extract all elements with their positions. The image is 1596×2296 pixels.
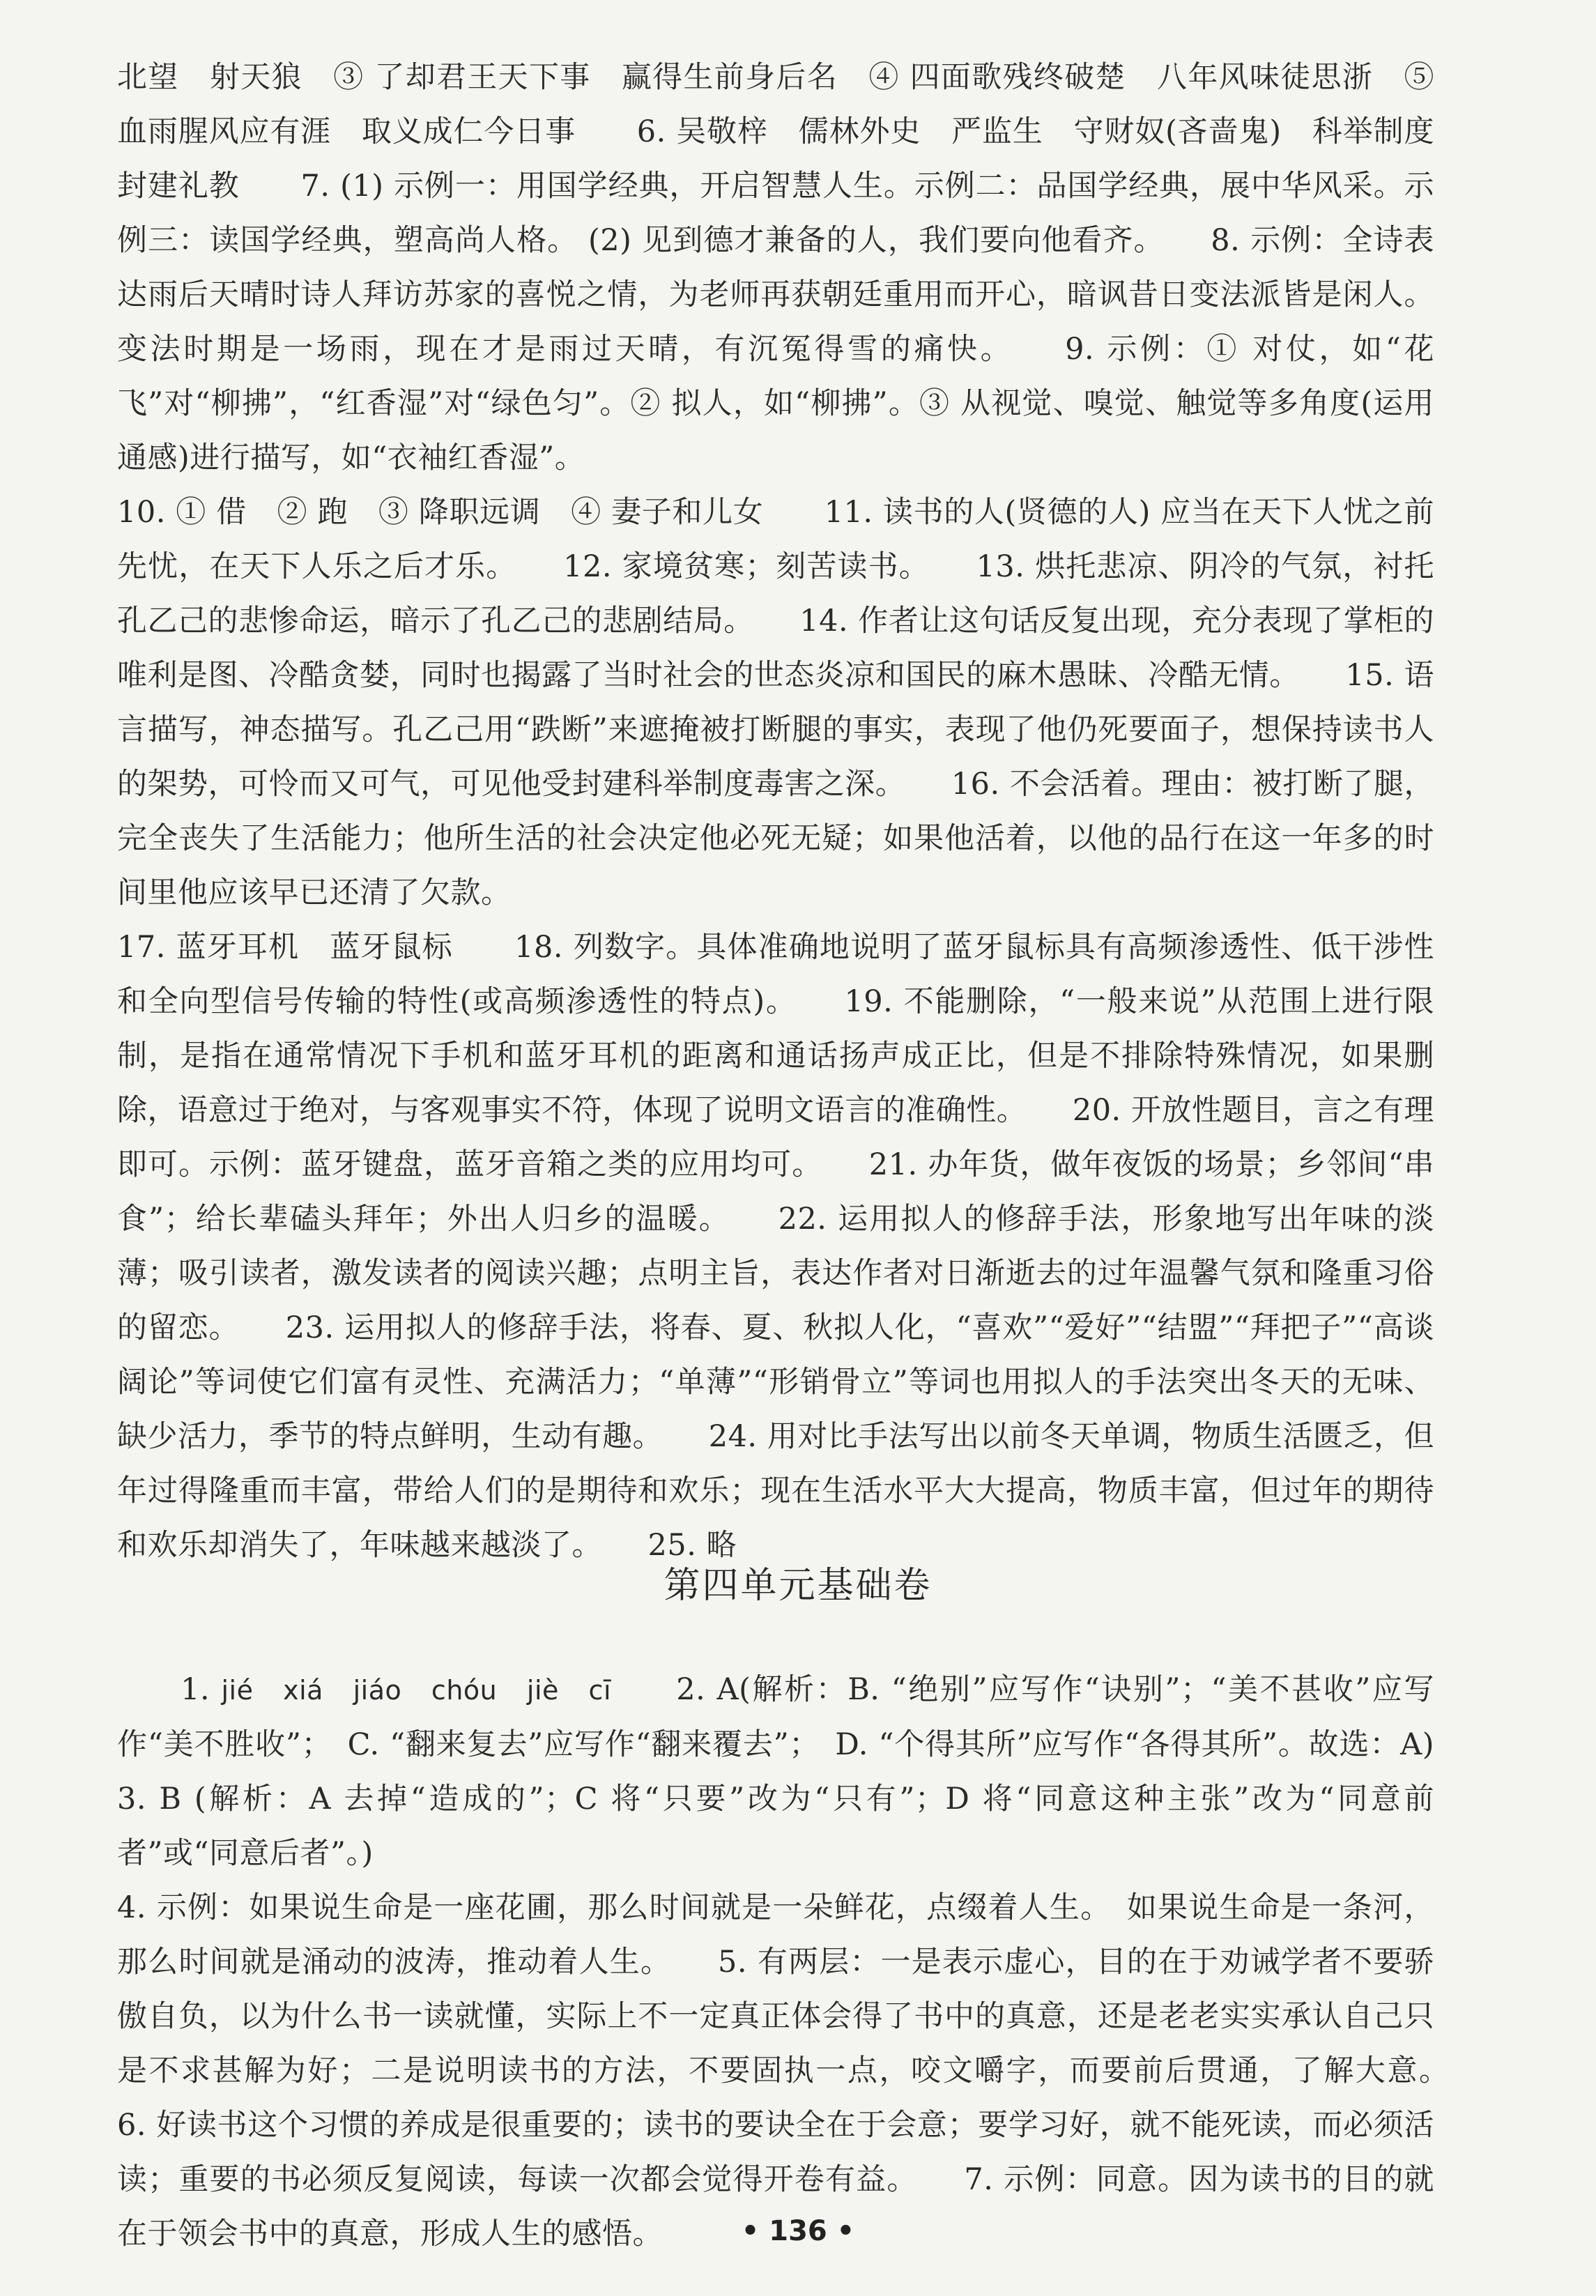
answer-paragraph: 10. ① 借 ② 跑 ③ 降职远调 ④ 妻子和儿女 11. 读书的人(贤德的人) 应当在天下人忧之前先忧，在天下人乐之后才乐。 12. 家境贫寒；刻苦读书。 13. 烘托悲凉、阴冷的气氛，衬托孔乙己的悲惨命运，暗示了孔乙己的悲剧结局。 14. 作者让这句话反复出现，充分表现了掌柜的唯利是图、冷酷贪婪，同时也揭露了当时社会的世态炎凉和国民的麻木愚昧、冷酷无情。 15. 语言描写，神态描写。孔乙己用“跌断”来遮掩被打断腿的事实，表现了他仍死要面子，想保持读书人的架势，可怜而又可气，可见他受封建科举制度毒害之深。 16. 不会活着。理由：被打断了腿，完全丧失了生活能力；他所生活的社会决定他必死无疑；如果他活着，以他的品行在这一年多的时间里他应该早已还清了欠款。 [117,495,1434,910]
answer-paragraph: 北望 射天狼 ③ 了却君王天下事 赢得生前身后名 ④ 四面歌残终破楚 八年风味徒思浙 ⑤ 血雨腥风应有涯 取义成仁今日事 6. 吴敬梓 儒林外史 严监生 守财奴(吝啬鬼) 科举制度 封建礼教 7. (1) 示例一：用国学经典，开启智慧人生。示例二：品国学经典，展中华风采。示例三：读国学经典，塑高尚人格。 (2) 见到德才兼备的人，我们要向他看齐。 8. 示例：全诗表达雨后天晴时诗人拜访苏家的喜悦之情，为老师再获朝廷重用而开心，暗讽昔日变法派皆是闲人。变法时期是一场雨，现在才是雨过天晴，有沉冤得雪的痛快。 9. 示例：① 对仗，如“花飞”对“柳拂”，“红香湿”对“绿色匀”。② 拟人，如“柳拂”。③ 从视觉、嗅觉、触觉等多角度(运用通感)进行描写，如“衣袖红香湿”。 [117,60,1465,475]
answer-section-unit3 [117,50,1465,1572]
answer-paragraph: 17. 蓝牙耳机 蓝牙鼠标 18. 列数字。具体准确地说明了蓝牙鼠标具有高频渗透性、低干涉性和全向型信号传输的特性(或高频渗透性的特点)。 19. 不能删除，“一般来说”从范围上进行限制，是指在通常情况下手机和蓝牙耳机的距离和通话扬声成正比，但是不排除特殊情况，如果删除，语意过于绝对，与客观事实不符，体现了说明文语言的准确性。 20. 开放性题目，言之有理即可。示例：蓝牙键盘，蓝牙音箱之类的应用均可。 21. 办年货，做年夜饭的场景；乡邻间“串食”；给长辈磕头拜年；外出人归乡的温暖。 22. 运用拟人的修辞手法，形象地写出年味的淡薄；吸引读者，激发读者的阅读兴趣；点明主旨，表达作者对日渐逝去的过年温馨气氛和隆重习俗的留恋。 23. 运用拟人的修辞手法，将春、夏、秋拟人化，“喜欢”“爱好”“结盟”“拜把子”“高谈阔论”等词使它们富有灵性、充满活力；“单薄”“形销骨立”等词也用拟人的手法突出冬天的无味、缺少活力，季节的特点鲜明，生动有趣。 24. 用对比手法写出以前冬天单调，物质生活匮乏，但年过得隆重而丰富，带给人们的是期待和欢乐；现在生活水平大大提高，物质丰富，但过年的期待和欢乐却消失了，年味越来越淡了。 25. 略 [117,930,1434,1563]
page-number: • 136 • [741,2215,855,2247]
answer-paragraph-first [117,1662,1495,1881]
section-title: 第四单元基础卷 [663,1565,933,1607]
answer-text: 2. A(解析：B. “绝别”应写作“诀别”；“美不甚收”应写作“美不胜收”； C. “翻来复去”应写作“翻来覆去”； D. “个得其所”应写作“各得其所”。故选：A) 3. B (解析：A 去掉“造成的”；C 将“只要”改为“只有”；D 将“同意这种主张”改为“同意前者”或“同意后者”。) [117,1672,1495,1871]
answer-paragraph: 4. 示例：如果说生命是一座花圃，那么时间就是一朵鲜花，点缀着人生。 如果说生命是一条河，那么时间就是涌动的波涛，推动着人生。 5. 有两层：一是表示虚心，目的在于劝诫学者不要骄傲自负，以为什么书一读就懂，实际上不一定真正体会得了书中的真意，还是老老实实承认自己只是不求甚解为好；二是说明读书的方法，不要固执一点，咬文嚼字，而要前后贯通，了解大意。 6. 好读书这个习惯的养成是很重要的；读书的要诀全在于会意；要学习好，就不能死读，而必须活读；重要的书必须反复阅读，每读一次都会觉得开卷有益。 7. 示例：同意。因为读书的目的就在于领会书中的真意，形成人生的感悟。 [117,1890,1495,2251]
answer-section-unit4 [117,1662,1495,2261]
item-number: 1. [117,1672,222,1707]
pinyin-answer: jié xiá jiáo chóu jiè cī [221,1675,612,1706]
